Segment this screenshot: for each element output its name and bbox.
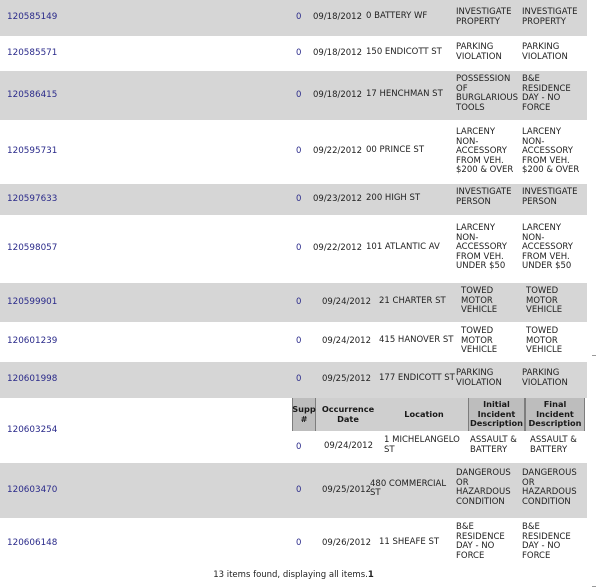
final-description: TOWED MOTOR VEHICLE (526, 286, 563, 316)
incident-number-link[interactable]: 120601998 (7, 374, 58, 384)
final-description: INVESTIGATE PROPERTY (522, 7, 578, 27)
nested-header-date: Occurrence Date (316, 398, 380, 431)
supp-number-link[interactable]: 0 (296, 374, 302, 384)
initial-description: B&E RESIDENCE DAY - NO FORCE (456, 522, 505, 561)
location: 21 CHARTER ST (379, 295, 446, 306)
initial-description: LARCENY NON- ACCESSORY FROM VEH. UNDER $50 (456, 223, 507, 272)
location: 415 HANOVER ST (379, 335, 454, 345)
edge-mark (592, 355, 596, 356)
final-description: INVESTIGATE PERSON (522, 187, 578, 207)
table-row (0, 215, 587, 283)
initial-description: ASSAULT & BATTERY (470, 435, 517, 455)
results-summary: 13 items found, displaying all items. (213, 570, 368, 580)
table-row (0, 36, 587, 71)
location: 0 BATTERY WF (366, 11, 428, 21)
table-row (0, 283, 587, 322)
location: 177 ENDICOTT ST (379, 373, 455, 383)
occurrence-date: 09/22/2012 (313, 146, 362, 156)
final-description: PARKING VIOLATION (522, 42, 568, 62)
nested-header-supp: Supp # (292, 398, 316, 431)
initial-description: TOWED MOTOR VEHICLE (461, 286, 498, 316)
final-description: LARCENY NON- ACCESSORY FROM VEH. $200 & OVER (522, 127, 580, 176)
nested-header-initial: Initial Incident Description (468, 398, 525, 431)
supp-number-link[interactable]: 0 (296, 336, 302, 346)
incident-number-link[interactable]: 120603470 (7, 484, 58, 495)
incident-number-link[interactable]: 120603254 (7, 424, 58, 435)
final-description: B&E RESIDENCE DAY - NO FORCE (522, 522, 571, 561)
supp-number-link[interactable]: 0 (296, 484, 302, 495)
occurrence-date: 09/23/2012 (313, 193, 362, 204)
location: 17 HENCHMAN ST (366, 88, 443, 99)
initial-description: INVESTIGATE PROPERTY (456, 7, 512, 27)
initial-description: PARKING VIOLATION (456, 368, 502, 388)
occurrence-date: 09/26/2012 (322, 538, 371, 548)
occurrence-date: 09/18/2012 (313, 89, 362, 100)
supp-number-link[interactable]: 0 (296, 296, 302, 307)
table-row (0, 398, 587, 463)
incident-number-link[interactable]: 120599901 (7, 296, 58, 307)
location: 200 HIGH ST (366, 192, 421, 203)
table-row (0, 184, 587, 215)
location: 150 ENDICOTT ST (366, 46, 442, 57)
incident-number-link[interactable]: 120598057 (7, 243, 58, 253)
final-description: B&E RESIDENCE DAY - NO FORCE (522, 74, 571, 113)
table-row (0, 0, 587, 36)
table-row (0, 120, 587, 184)
supp-number-link[interactable]: 0 (296, 442, 302, 452)
final-description: TOWED MOTOR VEHICLE (526, 326, 563, 356)
occurrence-date: 09/25/2012 (322, 374, 371, 384)
initial-description: POSSESSION OF BURGLARIOUS TOOLS (456, 74, 519, 113)
table-row (0, 463, 587, 518)
initial-description: TOWED MOTOR VEHICLE (461, 326, 498, 356)
initial-description: INVESTIGATE PERSON (456, 187, 512, 207)
edge-mark (592, 586, 596, 587)
incident-number-link[interactable]: 120601239 (7, 336, 58, 346)
occurrence-date: 09/24/2012 (322, 296, 371, 307)
occurrence-date: 09/25/2012 (322, 484, 371, 495)
final-description: ASSAULT & BATTERY (530, 435, 577, 455)
page-number[interactable]: 1 (367, 570, 374, 580)
table-row (0, 362, 587, 398)
final-description: PARKING VIOLATION (522, 368, 568, 388)
supp-number-link[interactable]: 0 (296, 47, 302, 58)
location: 101 ATLANTIC AV (366, 242, 440, 252)
occurrence-date: 09/24/2012 (324, 441, 373, 451)
nested-header-final: Final Incident Description (525, 398, 585, 431)
initial-description: PARKING VIOLATION (456, 42, 502, 62)
location: 480 COMMERCIAL ST (370, 478, 447, 499)
pagination-footer (0, 570, 587, 580)
table-row (0, 518, 587, 570)
supp-number-link[interactable]: 0 (296, 89, 302, 100)
nested-header-location: Location (380, 398, 468, 431)
incident-number-link[interactable]: 120585571 (7, 47, 58, 58)
initial-description: LARCENY NON- ACCESSORY FROM VEH. $200 & OVER (456, 127, 514, 176)
location: 1 MICHELANGELO ST (384, 435, 460, 455)
incident-number-link[interactable]: 120586415 (7, 89, 58, 100)
incident-number-link[interactable]: 120595731 (7, 146, 58, 156)
location: 00 PRINCE ST (366, 145, 425, 155)
occurrence-date: 09/18/2012 (313, 47, 362, 58)
initial-description: DANGEROUS OR HAZARDOUS CONDITION (456, 468, 511, 507)
incident-number-link[interactable]: 120597633 (7, 193, 58, 204)
incident-number-link[interactable]: 120585149 (7, 12, 58, 22)
occurrence-date: 09/22/2012 (313, 243, 362, 253)
final-description: LARCENY NON- ACCESSORY FROM VEH. UNDER $50 (522, 223, 573, 272)
supp-number-link[interactable]: 0 (296, 12, 302, 22)
supp-number-link[interactable]: 0 (296, 193, 302, 204)
final-description: DANGEROUS OR HAZARDOUS CONDITION (522, 468, 577, 507)
supp-number-link[interactable]: 0 (296, 146, 302, 156)
supp-number-link[interactable]: 0 (296, 243, 302, 253)
location: 11 SHEAFE ST (379, 537, 440, 547)
table-row (0, 322, 587, 362)
supp-number-link[interactable]: 0 (296, 538, 302, 548)
occurrence-date: 09/24/2012 (322, 336, 371, 346)
table-row (0, 71, 587, 120)
incident-number-link[interactable]: 120606148 (7, 538, 58, 548)
occurrence-date: 09/18/2012 (313, 12, 362, 22)
